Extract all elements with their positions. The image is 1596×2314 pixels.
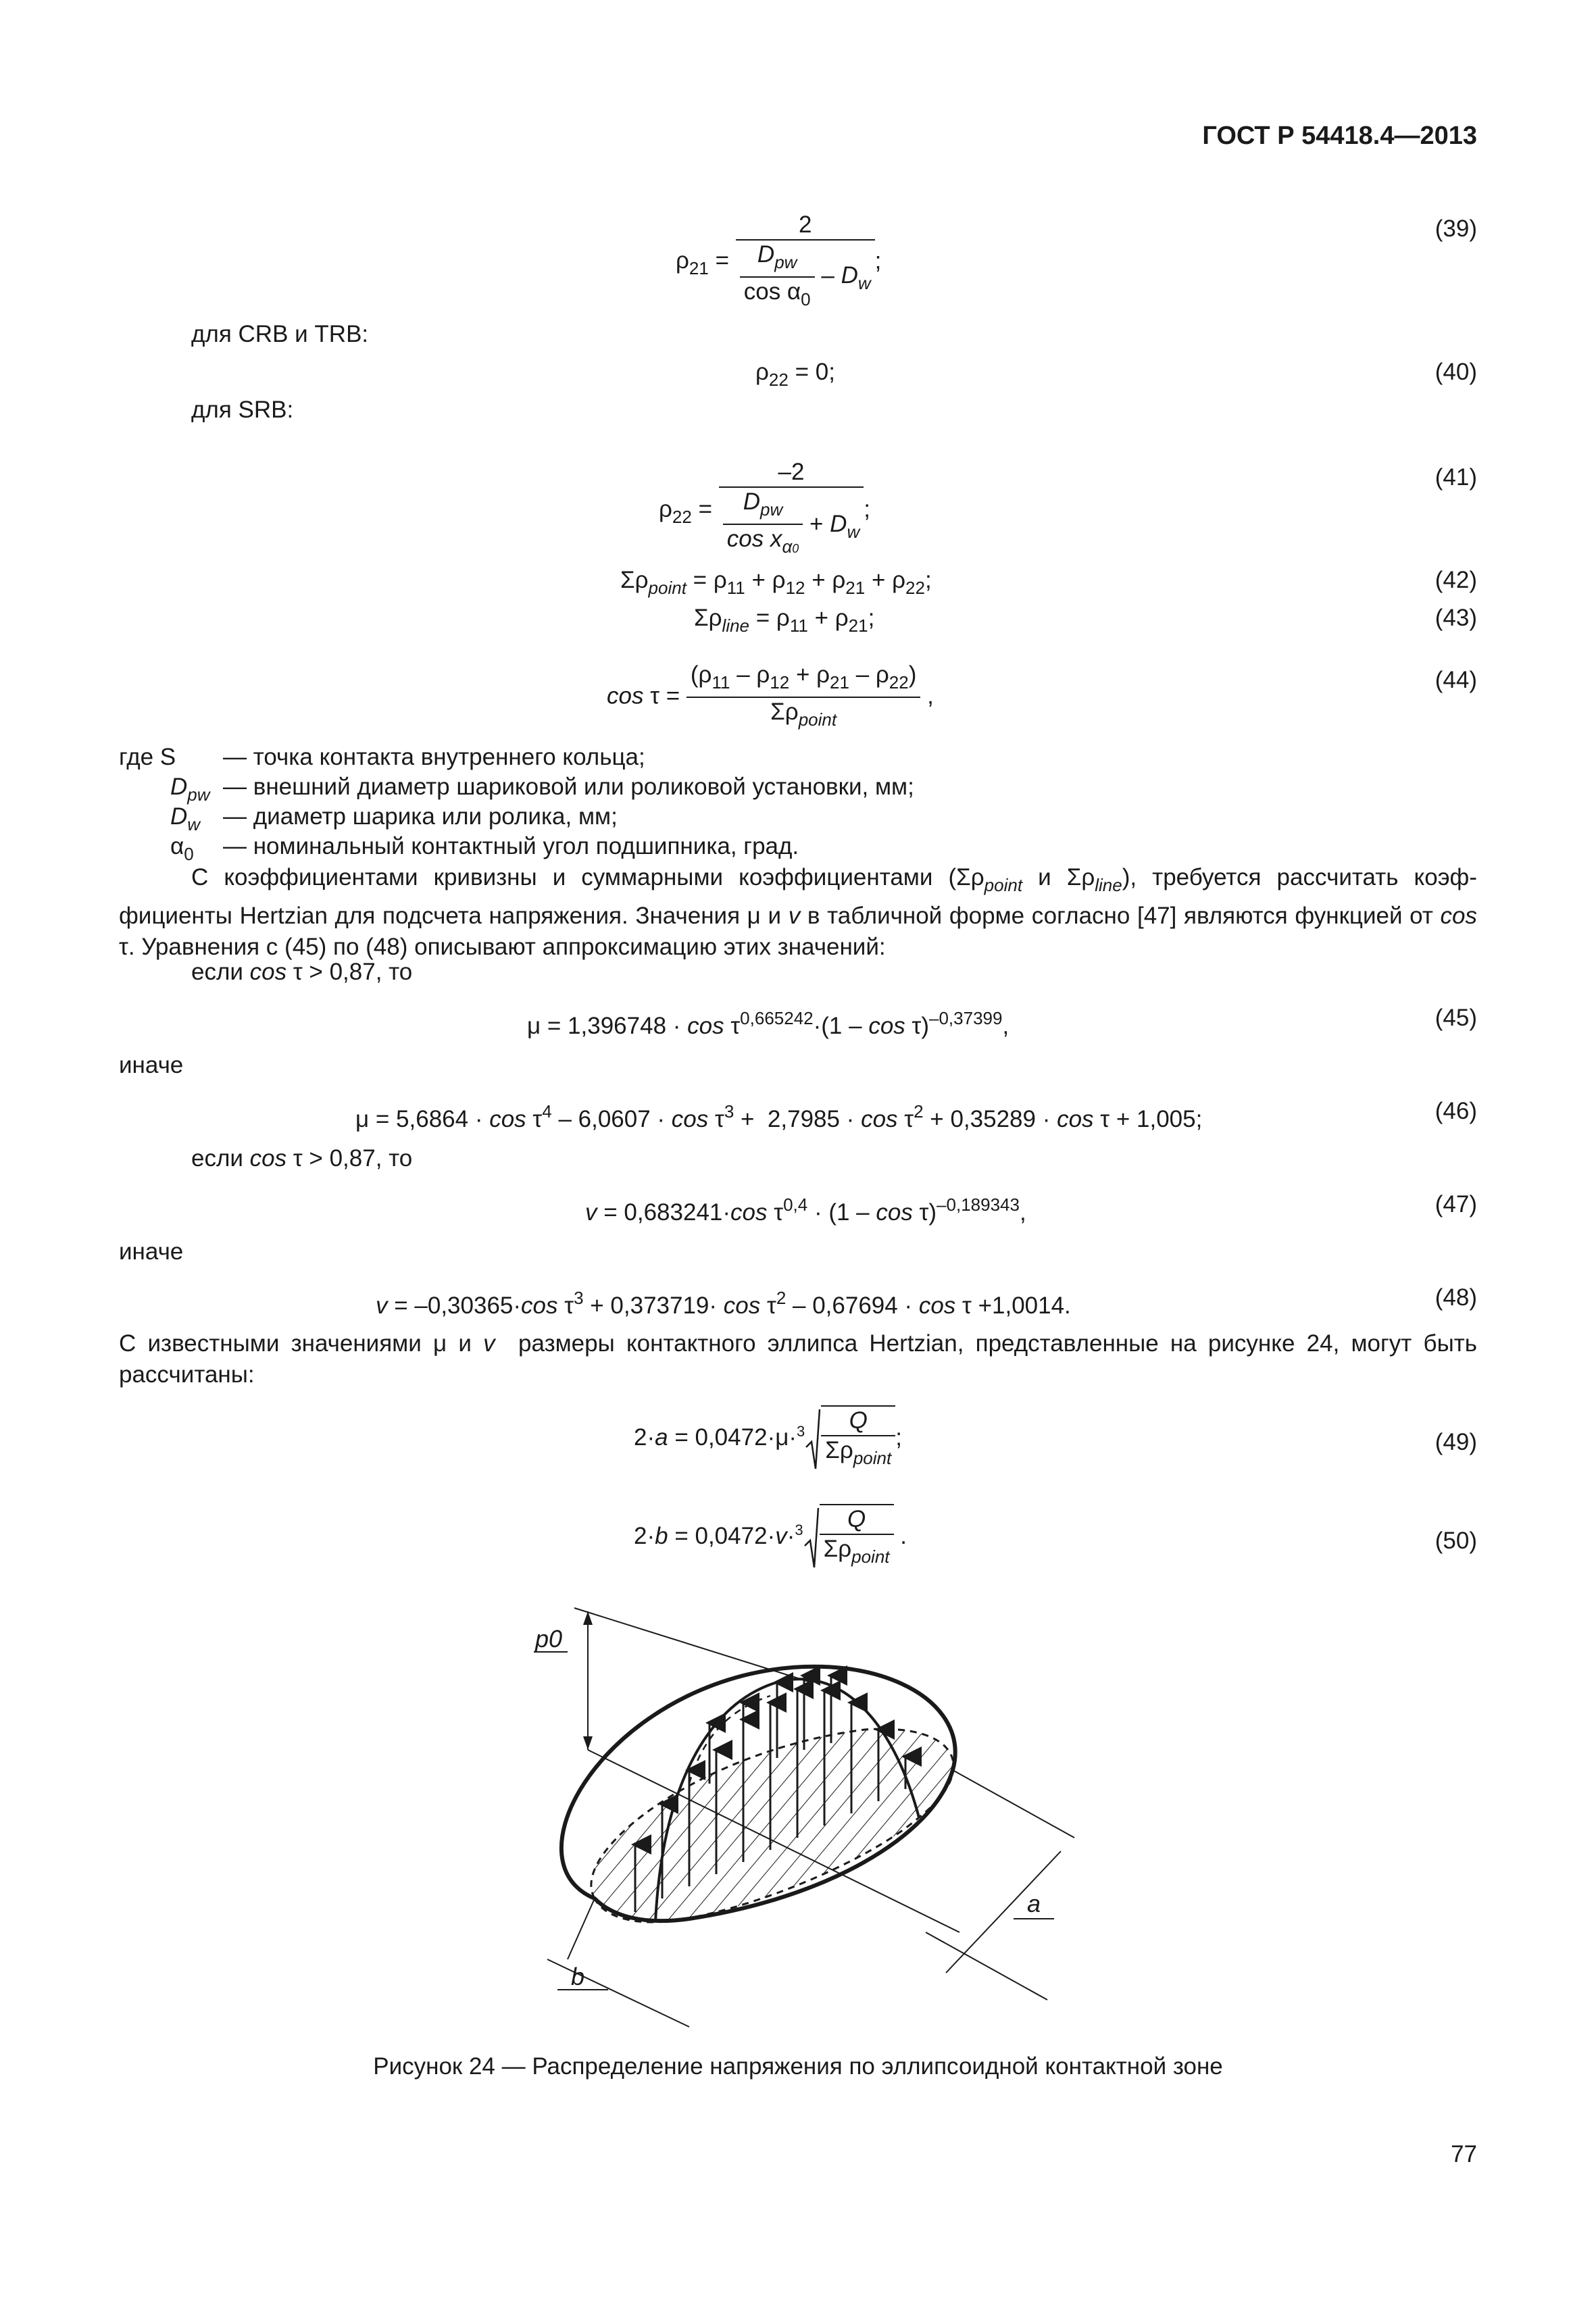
where-alpha-desc: — номинальный контактный угол подшипника, град. — [223, 833, 799, 859]
equation-50: 2·b = 0,0472·v·$^3$ $\frac{Q}{\Sigma\rho_{point}}$ . — [634, 1504, 907, 1571]
document-header: ГОСТ Р 54418.4—2013 — [1202, 122, 1477, 150]
equation-49: 2·a = 0,0472·μ·$^3$ $\frac{Q}{\Sigma\rho_{point}}$ ; — [634, 1405, 902, 1472]
where-s-desc: — точка контакта внутреннего кольца; — [223, 744, 645, 770]
equation-number-45: (45) — [1435, 1005, 1477, 1031]
equation-41: $\rho_{22}$ = –2 $\frac{D_{pw}}{\cos x_{\alpha 0}}$ + $D_w$ ; — [659, 458, 870, 563]
equation-number-49: (49) — [1435, 1429, 1477, 1455]
where-s: где S — [119, 744, 176, 770]
equation-48: v = –0,30365·cos $\tau^3 + 0,373719\cdot \cos \tau^2 - 0,67694 \cdot \cos \tau +1,0014$. — [376, 1288, 1071, 1319]
equation-45: $\mu = 1,396748 \cdot \cos \tau^{0,665242}\cdot(1 - \cos \tau)^{-0,37399}$, — [527, 1008, 1009, 1039]
equation-number-48: (48) — [1435, 1284, 1477, 1311]
condition-if-2: если cos τ > 0,87, то — [191, 1145, 413, 1172]
equation-number-41: (41) — [1435, 464, 1477, 491]
equation-47: v = 0,683241·cos $\tau^{0,4} \cdot (1 - \cos \tau)^{-0,189343}$, — [585, 1194, 1026, 1226]
paragraph-hertzian-intro: С коэффициентами кривизны и суммарными коэффициентами ($\Sigma\rho_{point}$ и $\Sigma\rho_{line}$), требуется рассчитать коэф-фициенты Hertzian для подсчета напряжения. Значения μ и v в табличной форме согласно [47] являются функцией от cos τ. Уравнения с (45) по (48) описывают аппроксимацию этих значений: — [119, 864, 1478, 960]
equation-39: $\rho_{21}$ = 2 $\frac{D_{pw}}{\cos \alpha_0}$ – $D_w$ ; — [676, 211, 881, 313]
figure-24-stress-distribution — [487, 1581, 1135, 2040]
where-dw-desc: — диаметр шарика или ролика, мм; — [223, 803, 618, 830]
condition-else-2: иначе — [119, 1238, 184, 1265]
label-a: a — [1027, 1890, 1041, 1917]
equation-40: $\rho_{22} = 0$; — [755, 359, 835, 390]
label-crb-trb: для CRB и TRB: — [191, 321, 369, 347]
label-p0: p0 — [535, 1625, 563, 1653]
condition-else-1: иначе — [119, 1052, 184, 1078]
condition-if-1: если cos τ > 0,87, то — [191, 959, 413, 985]
equation-number-47: (47) — [1435, 1191, 1477, 1217]
where-dpw: $D_{pw}$ — [170, 774, 210, 805]
equation-number-42: (42) — [1435, 567, 1477, 593]
label-srb: для SRB: — [191, 397, 294, 423]
label-b: b — [571, 1963, 585, 1990]
equation-number-44: (44) — [1435, 667, 1477, 693]
page-number: 77 — [1451, 2141, 1477, 2167]
equation-number-43: (43) — [1435, 605, 1477, 631]
figure-caption: Рисунок 24 — Распределение напряжения по эллипсоидной контактной зоне — [373, 2053, 1223, 2080]
equation-number-39: (39) — [1435, 216, 1477, 242]
where-dw: $D_w$ — [170, 803, 201, 834]
contact-ellipse-base — [591, 1729, 953, 1922]
where-dpw-desc: — внешний диаметр шариковой или роликовой установки, мм; — [223, 774, 914, 800]
equation-number-40: (40) — [1435, 359, 1477, 385]
equation-42: $\Sigma\rho_{point} = \rho_{11} + \rho_{12} + \rho_{21} + \rho_{22}$; — [620, 567, 932, 598]
equation-43: $\Sigma\rho_{line} = \rho_{11} + \rho_{21}$; — [694, 605, 875, 636]
equation-44: cos τ = $\frac{(\rho_{11} - \rho_{12} + \rho_{21} - \rho_{22})}{\Sigma\rho_{point}}$ , — [607, 661, 934, 734]
equation-46: $\mu = 5,6864 \cdot \cos \tau^4 - 6,0607 \cdot \cos \tau^3 + 2,7985 \cdot \cos \tau^2 + 0,35289 \cdot \cos \tau + 1,005$; — [355, 1101, 1203, 1132]
where-alpha: $\alpha_0$ — [170, 833, 194, 864]
equation-number-50: (50) — [1435, 1528, 1477, 1554]
paragraph-ellipse-dimensions: С известными значениями μ и v размеры контактного эллипса Hertzian, представленные на рисунке 24, могут быть рассчитаны: — [119, 1330, 1477, 1388]
equation-number-46: (46) — [1435, 1098, 1477, 1124]
